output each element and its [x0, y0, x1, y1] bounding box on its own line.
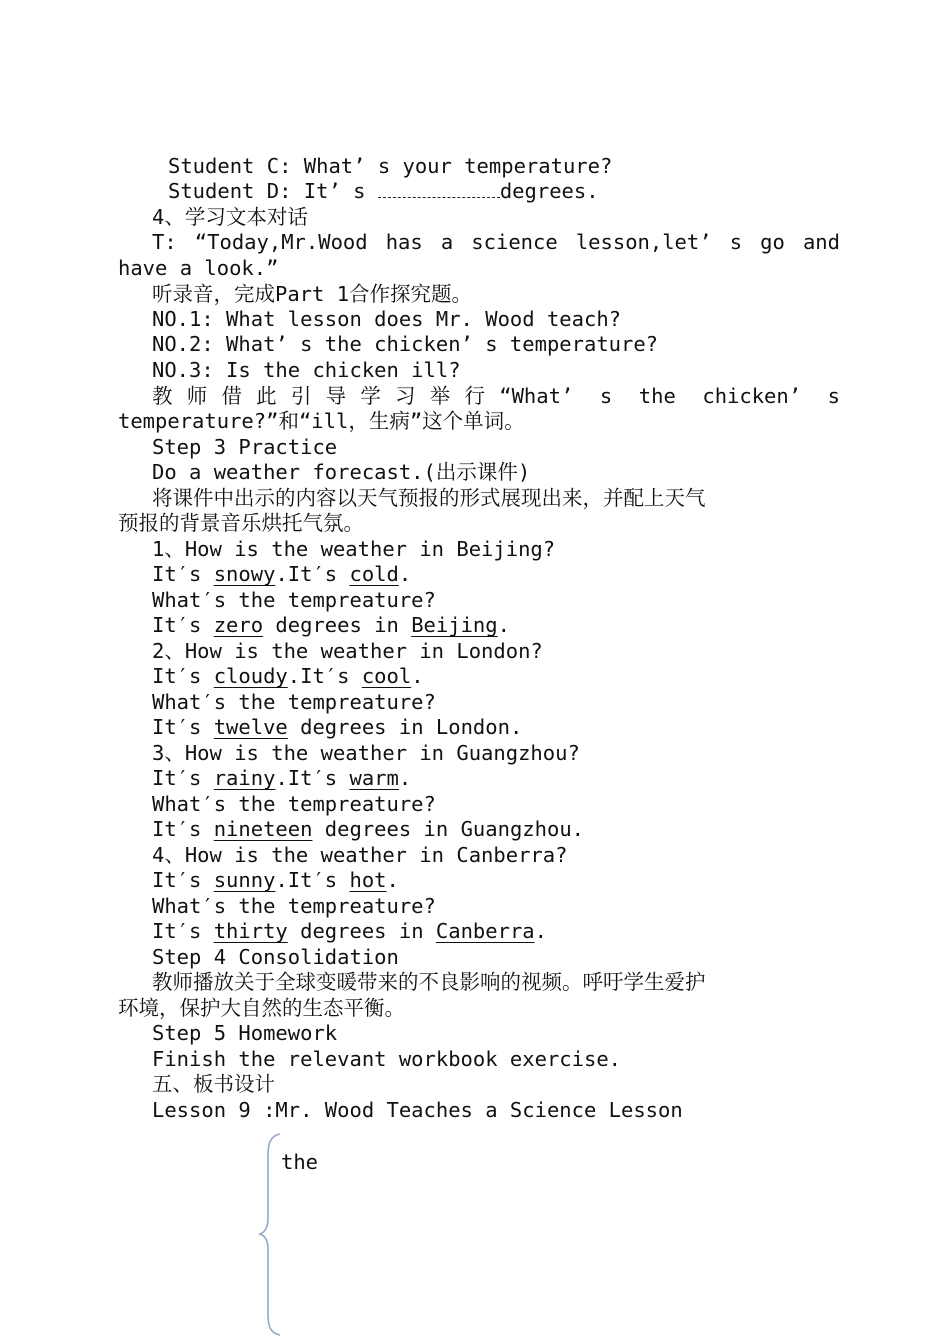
forecast-temp-answer-1: It′s zero degrees in Beijing.	[152, 613, 510, 637]
temperature-word: hot	[349, 868, 387, 892]
forecast-question-3: 3、How is the weather in Guangzhou?	[152, 741, 580, 765]
forecast-temp-answer-2: It′s twelve degrees in London.	[152, 715, 523, 739]
city-name: London	[435, 715, 510, 739]
board-heading: 五、板书设计	[152, 1072, 275, 1096]
board-inner-text: the	[281, 1150, 319, 1174]
step4-text-line-1: 教师播放关于全球变暖带来的不良影响的视频。呼吁学生爱护	[152, 970, 706, 994]
weather-word: cloudy	[213, 664, 288, 688]
city-name: Canberra	[435, 919, 535, 943]
degree-number: nineteen	[213, 817, 313, 841]
teacher-line-2: have a look.”	[118, 256, 279, 280]
degree-number: thirty	[213, 919, 288, 943]
line-d-pre: It’ s	[303, 179, 366, 203]
line-c-text: What’ s your temperature?	[303, 154, 613, 178]
forecast-weather-3: It′s rainy.It′s warm.	[152, 766, 412, 790]
forecast-temp-answer-3: It′s nineteen degrees in Guangzhou.	[152, 817, 585, 841]
city-name: Guangzhou	[460, 817, 572, 841]
step5-heading: Step 5 Homework	[152, 1021, 338, 1045]
forecast-temp-answer-4: It′s thirty degrees in Canberra.	[152, 919, 547, 943]
temperature-word: cool	[361, 664, 412, 688]
forecast-question-4: 4、How is the weather in Canberra?	[152, 843, 568, 867]
forecast-temp-question-4: What′s the tempreature?	[152, 894, 436, 918]
dialogue-line-c	[168, 154, 612, 179]
weather-word: sunny	[213, 868, 276, 892]
degree-number: zero	[213, 613, 264, 637]
forecast-weather-4: It′s sunny.It′s hot.	[152, 868, 399, 892]
speaker-d: Student D:	[168, 179, 292, 203]
step4-heading: Step 4 Consolidation	[152, 945, 399, 969]
weather-word: rainy	[213, 766, 276, 790]
step3-desc-line-1: 将课件中出示的内容以天气预报的形式展现出来，并配上天气	[152, 486, 706, 510]
forecast-weather-1: It′s snowy.It′s cold.	[152, 562, 412, 586]
forecast-weather-2: It′s cloudy.It′s cool.	[152, 664, 424, 688]
forecast-temp-question-3: What′s the tempreature?	[152, 792, 436, 816]
city-name: Beijing	[411, 613, 498, 637]
forecast-question-2: 2、How is the weather in London?	[152, 639, 543, 663]
degree-number: twelve	[213, 715, 288, 739]
temperature-word: warm	[349, 766, 399, 790]
question-3: NO.3: Is the chicken ill?	[152, 358, 461, 382]
forecast-temp-question-1: What′s the tempreature?	[152, 588, 436, 612]
board-title: Lesson 9 :Mr. Wood Teaches a Science Lesson	[152, 1098, 683, 1122]
step3-heading: Step 3 Practice	[152, 435, 338, 459]
answer-blank	[378, 181, 500, 198]
dialogue-line-d	[168, 179, 599, 204]
step5-text: Finish the relevant workbook exercise.	[152, 1047, 621, 1071]
question-2: NO.2: What’ s the chicken’ s temperature?	[152, 332, 659, 356]
step3-intro: Do a weather forecast.(出示课件)	[152, 460, 531, 484]
guide-line-2: temperature?”和“ill，生病”这个单词。	[118, 409, 525, 433]
section4-heading: 4、学习文本对话	[152, 205, 308, 229]
question-1: NO.1: What lesson does Mr. Wood teach?	[152, 307, 621, 331]
teacher-line-1: T: “Today,Mr.Wood has a science lesson,let’ s go and	[152, 230, 840, 254]
listening-task: 听录音，完成Part 1合作探究题。	[152, 282, 473, 306]
line-d-post: degrees.	[499, 179, 599, 203]
step3-desc-line-2: 预报的背景音乐烘托气氛。	[118, 511, 364, 535]
weather-word: snowy	[213, 562, 276, 586]
forecast-question-1: 1、How is the weather in Beijing?	[152, 537, 556, 561]
forecast-temp-question-2: What′s the tempreature?	[152, 690, 436, 714]
speaker-c: Student C:	[168, 154, 292, 178]
brace-stroke	[260, 1134, 280, 1335]
guide-line-1: 教师借此引导学习举行“What’ s the chicken’ s	[152, 384, 840, 408]
step4-text-line-2: 环境，保护大自然的生态平衡。	[118, 996, 405, 1020]
temperature-word: cold	[349, 562, 399, 586]
